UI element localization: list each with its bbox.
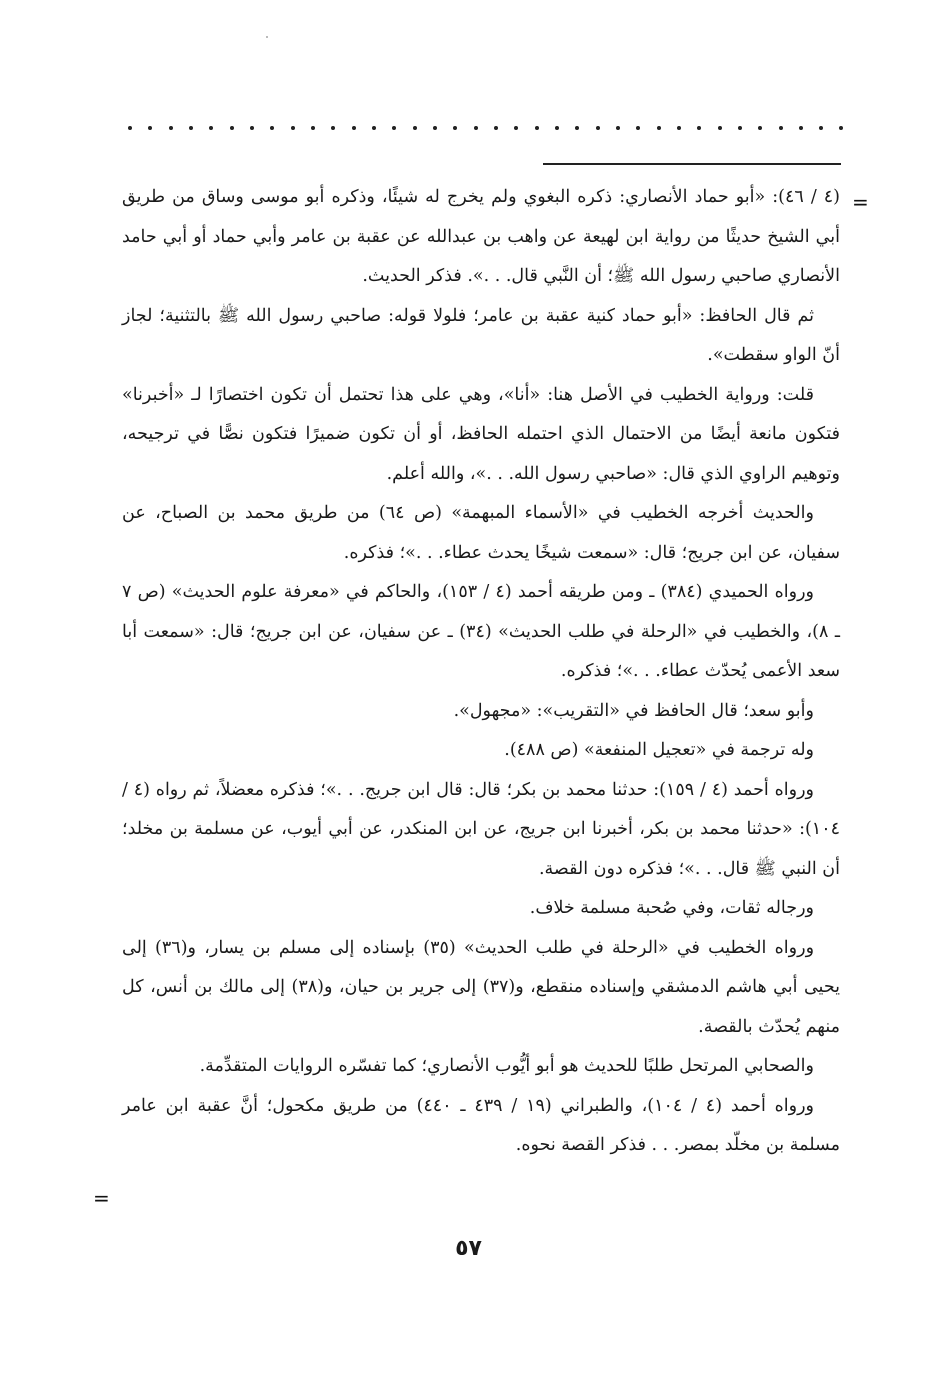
ornament-dot <box>677 126 681 130</box>
ornament-dot <box>453 126 457 130</box>
footnote-paragraph-3: قلت: ورواية الخطيب في الأصل هنا: «أنا»، وهي على هذا تحتمل أن تكون اختصارًا لـ «أخبرنا» فتكون مانعة أيضًا من الاحتمال الذي احتمله الحافظ، أو أن تكون ضميرًا فتكون نصًّا في ترجيحه، وتوهيم الراوي الذي قال: «صاحبي رسول الله. . .»، والله أعلم. <box>122 384 840 484</box>
ornament-dot <box>657 126 661 130</box>
footnote-paragraph-1: (٤ / ٤٦): «أبو حماد الأنصاري: ذكره البغوي ولم يخرج له شيئًا، وذكره أبو موسى وساق من طريق أبي الشيخ حديثًا من رواية ابن لهيعة عن واهب بن عبدالله عن عقبة بن عامر وأبي حماد أو أبي حامد الأنصاري صاحبي رسول الله ﷺ؛ أن النَّبي قال. . .». فذكر الحديث. <box>122 187 840 286</box>
ornament-dot <box>311 126 315 130</box>
ornament-dot <box>718 126 722 130</box>
footnote-separator-line <box>543 163 841 165</box>
ornament-dot <box>779 126 783 130</box>
footnote-paragraph-12: ورواه أحمد (٤ / ١٠٤)، والطبراني (١٩ / ٤٣٩ ـ ٤٤٠) من طريق مكحول؛ أنَّ عقبة ابن عامر مسلمة بن مخلّد بمصر. . . فذكر القصة نحوه. <box>122 1095 840 1155</box>
footnote-paragraph-11: والصحابي المرتحل طلبًا للحديث هو أبو أيُّوب الأنصاري؛ كما تفسّره الروايات المتقدِّمة. <box>199 1056 814 1076</box>
ornament-dot <box>169 126 173 130</box>
scan-speck <box>266 36 268 38</box>
footnote-paragraph-10: ورواه الخطيب في «الرحلة في طلب الحديث» (٣٥) بإسناده إلى مسلم بن يسار، و(٣٦) إلى يحيى أبي هاشم الدمشقي وإسناده منقطع، و(٣٧) إلى جرير بن حيان، و(٣٨) إلى مالك بن أنس، كل منهم يُحدّث بالقصة. <box>122 937 840 1037</box>
ornament-dot <box>596 126 600 130</box>
ornament-dot <box>128 126 132 130</box>
ornament-dot <box>799 126 803 130</box>
ornament-dot <box>616 126 620 130</box>
ornament-dot <box>230 126 234 130</box>
ornament-dot <box>433 126 437 130</box>
ornament-dot <box>250 126 254 130</box>
ornament-dot <box>331 126 335 130</box>
ornament-dot <box>372 126 376 130</box>
footnote-paragraph-5: ورواه الحميدي (٣٨٤) ـ ومن طريقه أحمد (٤ / ١٥٣)، والحاكم في «معرفة علوم الحديث» (ص ٧ ـ ٨)، والخطيب في «الرحلة في طلب الحديث» (٣٤) ـ عن سفيان، عن ابن جريج؛ قال: «سمعت أبا سعد الأعمى يُحدّث عطاء. . .»؛ فذكره. <box>122 582 840 681</box>
ornament-dot <box>494 126 498 130</box>
ornament-dot <box>352 126 356 130</box>
ornament-dot <box>209 126 213 130</box>
ornament-dot <box>738 126 742 130</box>
ornament-dot <box>413 126 417 130</box>
footnote-paragraph-8: ورواه أحمد (٤ / ١٥٩): حدثنا محمد بن بكر؛ قال: قال ابن جريج. . .»؛ فذكره معضلاً، ثم رواه (٤ / ١٠٤): «حدثنا محمد بن بكر، أخبرنا ابن جريج، عن ابن المنكدر، عن أبي أيوب، عن مسلمة بن مخلد؛ أن النبي ﷺ قال. . .»؛ فذكره دون القصة. <box>122 779 840 879</box>
footnote-paragraph-9: ورجاله ثقات، وفي صُحبة مسلمة خلاف. <box>529 898 814 918</box>
ornament-dot <box>474 126 478 130</box>
ornament-dot <box>148 126 152 130</box>
ornament-dot <box>758 126 762 130</box>
ornament-dot <box>291 126 295 130</box>
footnote-paragraph-2: ثم قال الحافظ: «أبو حماد كنية عقبة بن عامر؛ فلولا قوله: صاحبي رسول الله ﷺ بالتثنية؛ لجاز أنّ الواو سقطت». <box>122 305 840 365</box>
footnote-paragraph-7: وله ترجمة في «تعجيل المنفعة» (ص ٤٨٨). <box>504 740 814 760</box>
page-number: ٥٧ <box>455 1236 482 1261</box>
ornament-dot <box>575 126 579 130</box>
ornament-dot <box>636 126 640 130</box>
footnote-text-block <box>122 178 840 1166</box>
ornamental-dot-row <box>128 118 844 138</box>
ornament-dot <box>392 126 396 130</box>
footnote-paragraph-6: وأبو سعد؛ قال الحافظ في «التقريب»: «مجهول». <box>453 700 814 721</box>
ornament-dot <box>555 126 559 130</box>
ornament-dot <box>270 126 274 130</box>
ornament-dot <box>697 126 701 130</box>
ornament-dot <box>819 126 823 130</box>
ornament-dot <box>189 126 193 130</box>
ornament-dot <box>535 126 539 130</box>
ornament-dot <box>839 126 843 130</box>
ornament-dot <box>514 126 518 130</box>
footnote-paragraph-4: والحديث أخرجه الخطيب في «الأسماء المبهمة» (ص ٦٤) من طريق محمد بن الصباح، عن سفيان، عن ابن جريج؛ قال: «سمعت شيخًا يحدث عطاء. . .»؛ فذكره. <box>122 503 840 563</box>
continuation-mark-bottom: = <box>93 1186 110 1210</box>
continuation-mark-top: = <box>852 190 869 214</box>
